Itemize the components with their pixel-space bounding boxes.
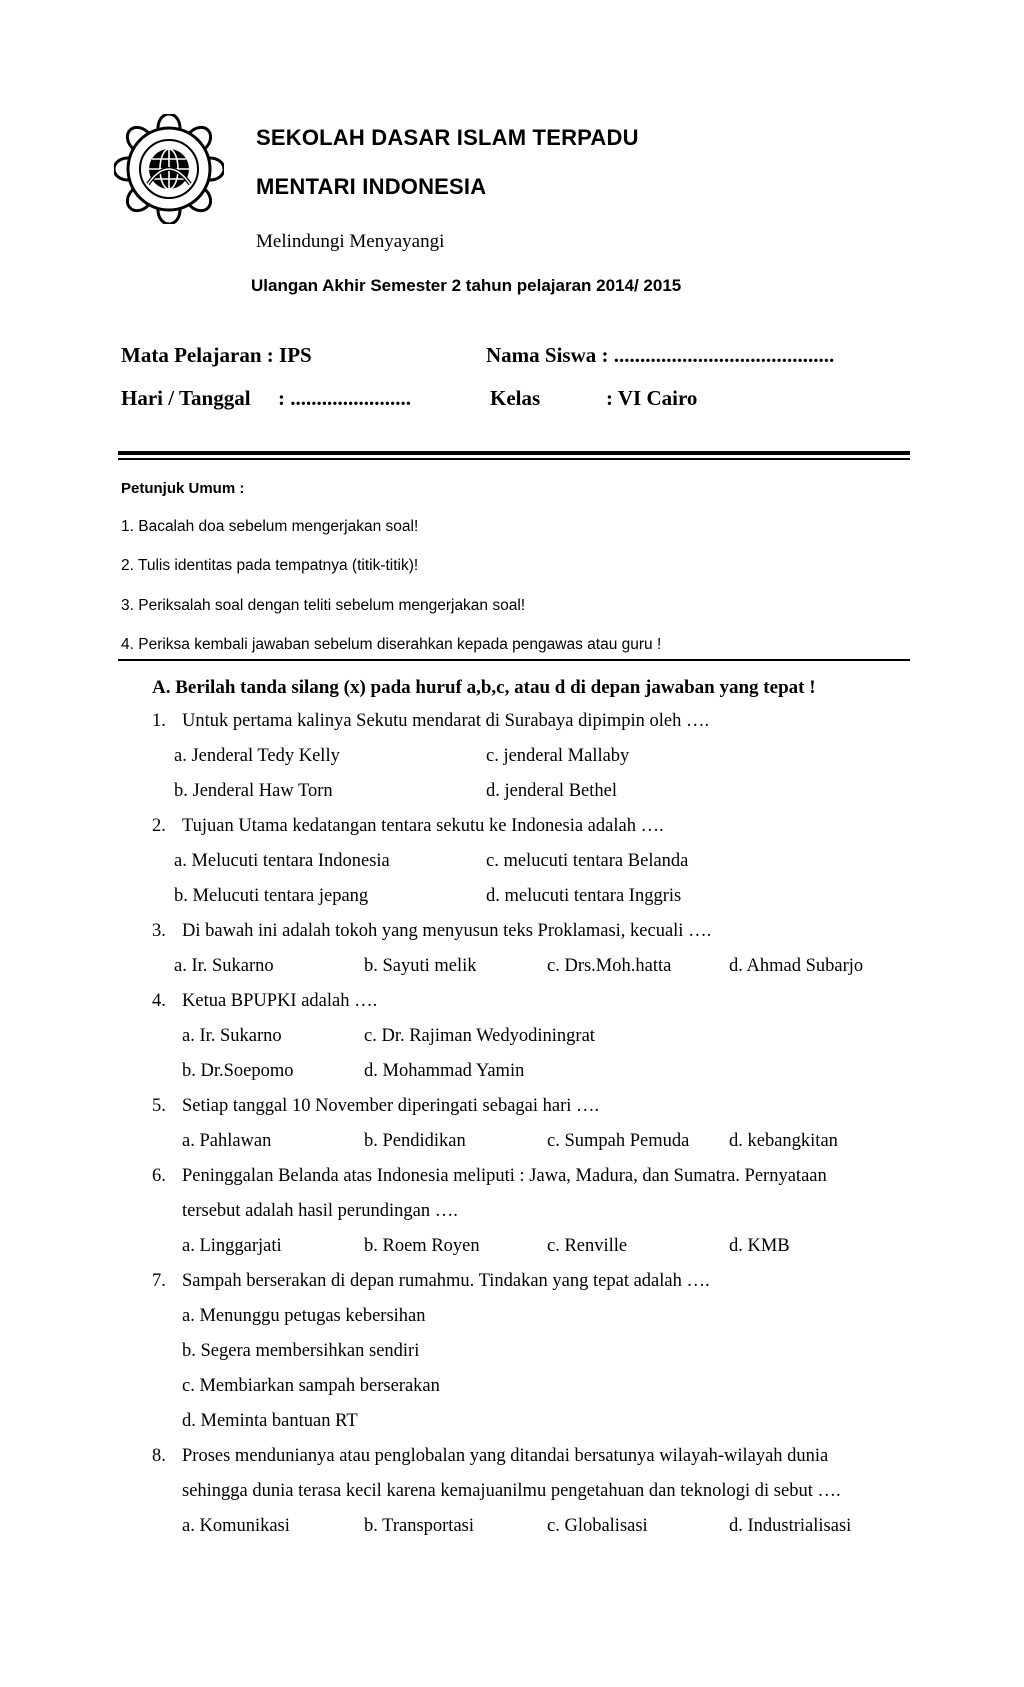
question-text: Peninggalan Belanda atas Indonesia meliputi : Jawa, Madura, dan Sumatra. Pernyataan xyxy=(182,1166,827,1186)
option-b: b. Roem Royen xyxy=(364,1236,480,1256)
school-name-line1: SEKOLAH DASAR ISLAM TERPADU xyxy=(256,125,639,150)
option-b: b. Pendidikan xyxy=(364,1131,466,1151)
option-b: b. Sayuti melik xyxy=(364,956,477,976)
question-number: 7. xyxy=(152,1271,166,1291)
question-text: Ketua BPUPKI adalah …. xyxy=(182,991,378,1011)
question-number: 3. xyxy=(152,921,166,941)
option-c: c. Membiarkan sampah berserakan xyxy=(182,1376,440,1396)
day-date-label: Hari / Tanggal xyxy=(121,386,251,410)
option-b: b. Jenderal Haw Torn xyxy=(174,781,333,801)
instruction-item: 3. Periksalah soal dengan teliti sebelum mengerjakan soal! xyxy=(121,597,526,614)
section-a-title: A. Berilah tanda silang (x) pada huruf a,b,c, atau d di depan jawaban yang tepat ! xyxy=(152,677,816,698)
option-d: d. Meminta bantuan RT xyxy=(182,1411,358,1431)
option-d: d. kebangkitan xyxy=(729,1131,838,1151)
option-c: c. melucuti tentara Belanda xyxy=(486,851,689,871)
option-c: c. Globalisasi xyxy=(547,1516,648,1536)
option-b: b. Transportasi xyxy=(364,1516,474,1536)
option-a: a. Linggarjati xyxy=(182,1236,282,1256)
option-d: d. Ahmad Subarjo xyxy=(729,956,864,976)
question-text: Tujuan Utama kedatangan tentara sekutu ke Indonesia adalah …. xyxy=(182,816,664,836)
question-number: 6. xyxy=(152,1166,166,1186)
question-text: Sampah berserakan di depan rumahmu. Tindakan yang tepat adalah …. xyxy=(182,1271,710,1291)
option-d: d. KMB xyxy=(729,1236,790,1256)
option-b: b. Melucuti tentara jepang xyxy=(174,886,369,906)
question-number: 1. xyxy=(152,711,166,731)
option-c: c. Drs.Moh.hatta xyxy=(547,956,672,976)
option-a: a. Pahlawan xyxy=(182,1131,272,1151)
option-a: a. Ir. Sukarno xyxy=(182,1026,282,1046)
question-number: 4. xyxy=(152,991,166,1011)
option-d: d. melucuti tentara Inggris xyxy=(486,886,682,906)
option-a: a. Ir. Sukarno xyxy=(174,956,274,976)
instruction-item: 1. Bacalah doa sebelum mengerjakan soal! xyxy=(121,518,419,535)
instruction-item: 4. Periksa kembali jawaban sebelum diserahkan kepada pengawas atau guru ! xyxy=(121,636,662,653)
option-d: d. jenderal Bethel xyxy=(486,781,617,801)
question-text: Setiap tanggal 10 November diperingati sebagai hari …. xyxy=(182,1096,600,1116)
question-number: 5. xyxy=(152,1096,166,1116)
header-divider-thick xyxy=(118,451,910,455)
instructions-title: Petunjuk Umum : xyxy=(121,480,245,497)
class-value: : VI Cairo xyxy=(606,386,698,410)
question-text-cont: tersebut adalah hasil perundingan …. xyxy=(182,1201,458,1221)
option-a: a. Menunggu petugas kebersihan xyxy=(182,1306,426,1326)
question-text: Di bawah ini adalah tokoh yang menyusun teks Proklamasi, kecuali …. xyxy=(182,921,712,941)
school-motto: Melindungi Menyayangi xyxy=(256,231,445,252)
option-b: b. Dr.Soepomo xyxy=(182,1061,294,1081)
option-d: d. Mohammad Yamin xyxy=(364,1061,525,1081)
question-text: Proses mendunianya atau penglobalan yang ditandai bersatunya wilayah-wilayah dunia xyxy=(182,1446,829,1466)
class-label: Kelas xyxy=(490,386,541,410)
mentari-logo-icon xyxy=(114,114,224,224)
question-text-cont: sehingga dunia terasa kecil karena kemajuanilmu pengetahuan dan teknologi di sebut …. xyxy=(182,1481,841,1501)
option-a: a. Melucuti tentara Indonesia xyxy=(174,851,390,871)
student-name-field: Nama Siswa : .......................................... xyxy=(486,343,835,367)
option-d: d. Industrialisasi xyxy=(729,1516,852,1536)
instructions-divider xyxy=(118,659,910,661)
option-a: a. Komunikasi xyxy=(182,1516,290,1536)
exam-title: Ulangan Akhir Semester 2 tahun pelajaran 2014/ 2015 xyxy=(251,276,682,295)
school-name-line2: MENTARI INDONESIA xyxy=(256,174,487,199)
question-number: 8. xyxy=(152,1446,166,1466)
option-b: b. Segera membersihkan sendiri xyxy=(182,1341,420,1361)
option-a: a. Jenderal Tedy Kelly xyxy=(174,746,340,766)
day-date-value: : ....................... xyxy=(278,386,411,410)
question-number: 2. xyxy=(152,816,166,836)
option-c: c. Dr. Rajiman Wedyodiningrat xyxy=(364,1026,595,1046)
school-logo xyxy=(114,114,224,224)
option-c: c. Sumpah Pemuda xyxy=(547,1131,690,1151)
question-text: Untuk pertama kalinya Sekutu mendarat di Surabaya dipimpin oleh …. xyxy=(182,711,710,731)
subject-field: Mata Pelajaran : IPS xyxy=(121,343,312,367)
instruction-item: 2. Tulis identitas pada tempatnya (titik-titik)! xyxy=(121,557,419,574)
option-c: c. Renville xyxy=(547,1236,628,1256)
option-c: c. jenderal Mallaby xyxy=(486,746,630,766)
header-divider-thin xyxy=(118,458,910,460)
